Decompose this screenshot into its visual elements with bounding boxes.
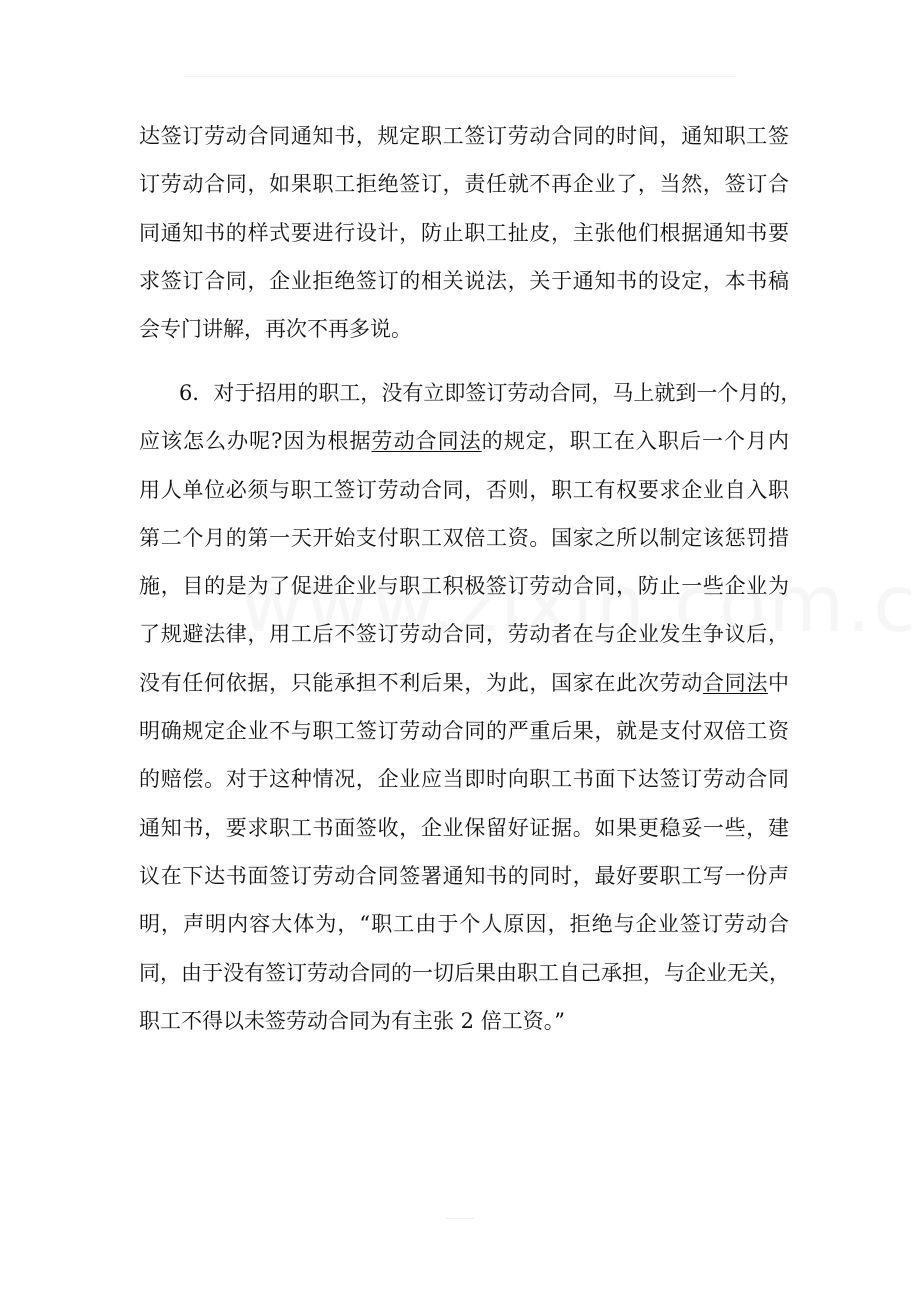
text-line: 会专门讲解，再次不再多说。 [139,317,412,342]
paragraph-2 [139,369,802,1045]
law-link-contract-law[interactable]: 合同法 [702,670,769,695]
text-segment: 的规定，职工在入职后一个月内 [481,429,790,454]
text-line: 用人单位必须与职工签订劳动合同，否则，职工有权要求企业自入职 [139,477,789,502]
header-rule [184,76,736,77]
text-line: 达签订劳动合同通知书，规定职工签订劳动合同的时间，通知职工签 [139,124,789,148]
text-line: 职工不得以未签劳动合同为有主张 2 倍工资。” [139,1008,565,1033]
text-line: 议在下达书面签订劳动合同签署通知书的同时，最好要职工写一份声 [139,863,789,888]
text-line: 同通知书的样式要进行设计，防止职工扯皮，主张他们根据通知书要 [139,220,789,245]
text-line: 明确规定企业不与职工签订劳动合同的严重后果，就是支付双倍工资 [139,719,789,744]
text-line: 的赔偿。对于这种情况，企业应当即时向职工书面下达签订劳动合同 [139,767,789,792]
text-line [139,659,789,707]
paragraph-1 [139,112,789,353]
text-line: 求签订合同，企业拒绝签订的相关说法，关于通知书的设定，本书稿 [139,268,789,293]
text-line: 6．对于招用的职工，没有立即签订劳动合同，马上就到一个月的， [179,381,802,405]
text-segment: 应该怎么办呢?因为根据 [139,429,372,454]
text-segment: 没有任何依据，只能承担不利后果，为此，国家在此次劳动 [139,670,703,695]
footer-mark [446,1218,474,1219]
text-line: 订劳动合同，如果职工拒绝签订，责任就不再企业了，当然，签订合 [139,172,789,197]
law-link-labor-contract-law[interactable]: 劳动合同法 [371,429,482,454]
text-line: 通知书，要求职工书面签收，企业保留好证据。如果更稳妥一些，建 [139,815,789,840]
text-line: 明，声明内容大体为，“职工由于个人原因，拒绝与企业签订劳动合 [139,912,789,937]
text-line: 同，由于没有签订劳动合同的一切后果由职工自己承担，与企业无关， [139,960,790,985]
text-line: 了规避法律，用工后不签订劳动合同，劳动者在与企业发生争议后， [139,622,789,647]
text-segment: 中 [768,670,790,695]
text-line: 施，目的是为了促进企业与职工积极签订劳动合同，防止一些企业为 [139,574,789,599]
text-line [139,417,789,465]
text-line: 第二个月的第一天开始支付职工双倍工资。国家之所以制定该惩罚措 [139,525,789,550]
